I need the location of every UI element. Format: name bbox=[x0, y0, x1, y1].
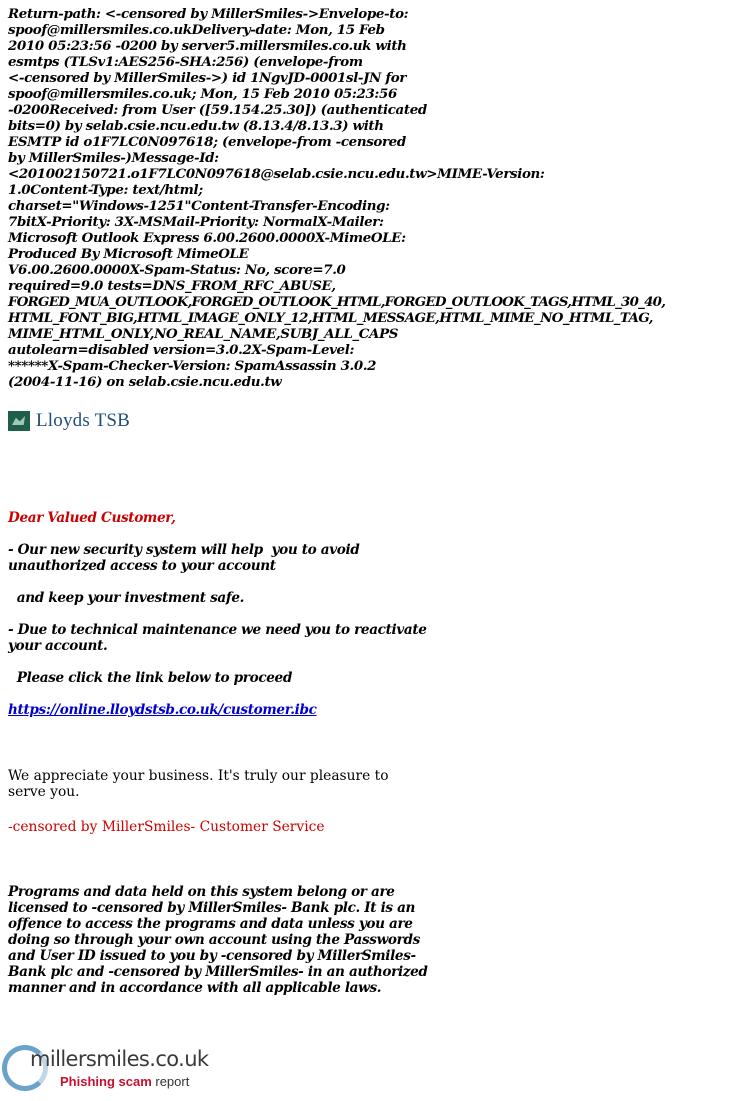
header-line: 7bitX-Priority: 3X-MSMail-Priority: NormalX-Mailer: bbox=[8, 214, 384, 230]
paragraph-line: - Due to technical maintenance we need you to reactivate bbox=[8, 622, 427, 638]
lloyds-horse-icon bbox=[8, 411, 30, 431]
appreciation-text bbox=[8, 768, 389, 800]
millersmiles-tagline bbox=[60, 1074, 189, 1089]
header-line: autolearn=disabled version=3.0.2X-Spam-Level: bbox=[8, 342, 355, 358]
header-line: 1.0Content-Type: text/html; bbox=[8, 182, 203, 198]
header-line: Microsoft Outlook Express 6.00.2600.0000X-MimeOLE: bbox=[8, 230, 406, 246]
disclaimer-line: Programs and data held on this system belong or are bbox=[8, 884, 395, 900]
paragraph-line: unauthorized access to your account bbox=[8, 558, 276, 574]
header-line: required=9.0 tests=DNS_FROM_RFC_ABUSE, bbox=[8, 278, 336, 294]
disclaimer-line: manner and in accordance with all applicable laws. bbox=[8, 980, 382, 996]
paragraph-line: We appreciate your business. It's truly our pleasure to bbox=[8, 768, 389, 784]
millersmiles-logo bbox=[2, 1041, 232, 1096]
header-line: MIME_HTML_ONLY,NO_REAL_NAME,SUBJ_ALL_CAPS bbox=[8, 326, 399, 342]
header-line: spoof@millersmiles.co.uk; Mon, 15 Feb 2010 05:23:56 bbox=[8, 86, 397, 102]
paragraph-line: your account. bbox=[8, 638, 108, 654]
tagline-highlight: Phishing scam bbox=[60, 1074, 152, 1089]
email-headers bbox=[8, 6, 736, 390]
lloyds-logo bbox=[8, 410, 736, 432]
header-line: charset="Windows-1251"Content-Transfer-Encoding: bbox=[8, 198, 390, 214]
header-line: (2004-11-16) on selab.csie.ncu.edu.tw bbox=[8, 374, 282, 390]
lloyds-logo-text: Lloyds TSB bbox=[36, 410, 131, 431]
header-line: <-censored by MillerSmiles->) id 1NgvJD-0001sl-JN for bbox=[8, 70, 407, 86]
header-line: by MillerSmiles-)Message-Id: bbox=[8, 150, 219, 166]
header-line: HTML_FONT_BIG,HTML_IMAGE_ONLY_12,HTML_MESSAGE,HTML_MIME_NO_HTML_TAG, bbox=[8, 310, 653, 326]
paragraph-maintenance bbox=[8, 622, 427, 654]
header-line: esmtps (TLSv1:AES256-SHA:256) (envelope-from bbox=[8, 54, 363, 70]
header-line: 2010 05:23:56 -0200 by server5.millersmiles.co.uk with bbox=[8, 38, 407, 54]
phishing-link[interactable]: https://online.lloydstsb.co.uk/customer.ibc bbox=[8, 702, 317, 718]
greeting: Dear Valued Customer, bbox=[8, 510, 176, 526]
disclaimer-line: and User ID issued to you by -censored by MillerSmiles- bbox=[8, 948, 416, 964]
paragraph-security bbox=[8, 542, 359, 574]
header-line: FORGED_MUA_OUTLOOK,FORGED_OUTLOOK_HTML,FORGED_OUTLOOK_TAGS,HTML_30_40, bbox=[8, 294, 666, 310]
disclaimer-line: Bank plc and -censored by MillerSmiles- in an authorized bbox=[8, 964, 428, 980]
header-line: <201002150721.o1F7LC0N097618@selab.csie.ncu.edu.tw>MIME-Version: bbox=[8, 166, 545, 182]
tagline-rest: report bbox=[151, 1074, 190, 1089]
disclaimer-line: licensed to -censored by MillerSmiles- Bank plc. It is an bbox=[8, 900, 416, 916]
email-page bbox=[8, 0, 736, 996]
disclaimer bbox=[8, 884, 428, 996]
header-line: bits=0) by selab.csie.ncu.edu.tw (8.13.4/8.13.3) with bbox=[8, 118, 384, 134]
paragraph-click: Please click the link below to proceed bbox=[8, 670, 292, 686]
paragraph-line: - Our new security system will help you to avoid bbox=[8, 542, 360, 558]
signature: -censored by MillerSmiles- Customer Service bbox=[8, 819, 325, 835]
header-line: -0200Received: from User ([59.154.25.30]) (authenticated bbox=[8, 102, 427, 118]
header-line: Produced By Microsoft MimeOLE bbox=[8, 246, 249, 262]
header-line: ESMTP id o1F7LC0N097618; (envelope-from -censored bbox=[8, 134, 406, 150]
millersmiles-logo-text: millersmiles.co.uk bbox=[30, 1047, 209, 1071]
header-line: V6.00.2600.0000X-Spam-Status: No, score=7.0 bbox=[8, 262, 346, 278]
disclaimer-line: doing so through your own account using the Passwords bbox=[8, 932, 420, 948]
paragraph-safe: and keep your investment safe. bbox=[8, 590, 245, 606]
disclaimer-line: offence to access the programs and data unless you are bbox=[8, 916, 413, 932]
paragraph-line: serve you. bbox=[8, 784, 80, 800]
header-line: spoof@millersmiles.co.ukDelivery-date: Mon, 15 Feb bbox=[8, 22, 385, 38]
header-line: ******X-Spam-Checker-Version: SpamAssassin 3.0.2 bbox=[8, 358, 377, 374]
header-line: Return-path: <-censored by MillerSmiles->Envelope-to: bbox=[8, 6, 409, 22]
